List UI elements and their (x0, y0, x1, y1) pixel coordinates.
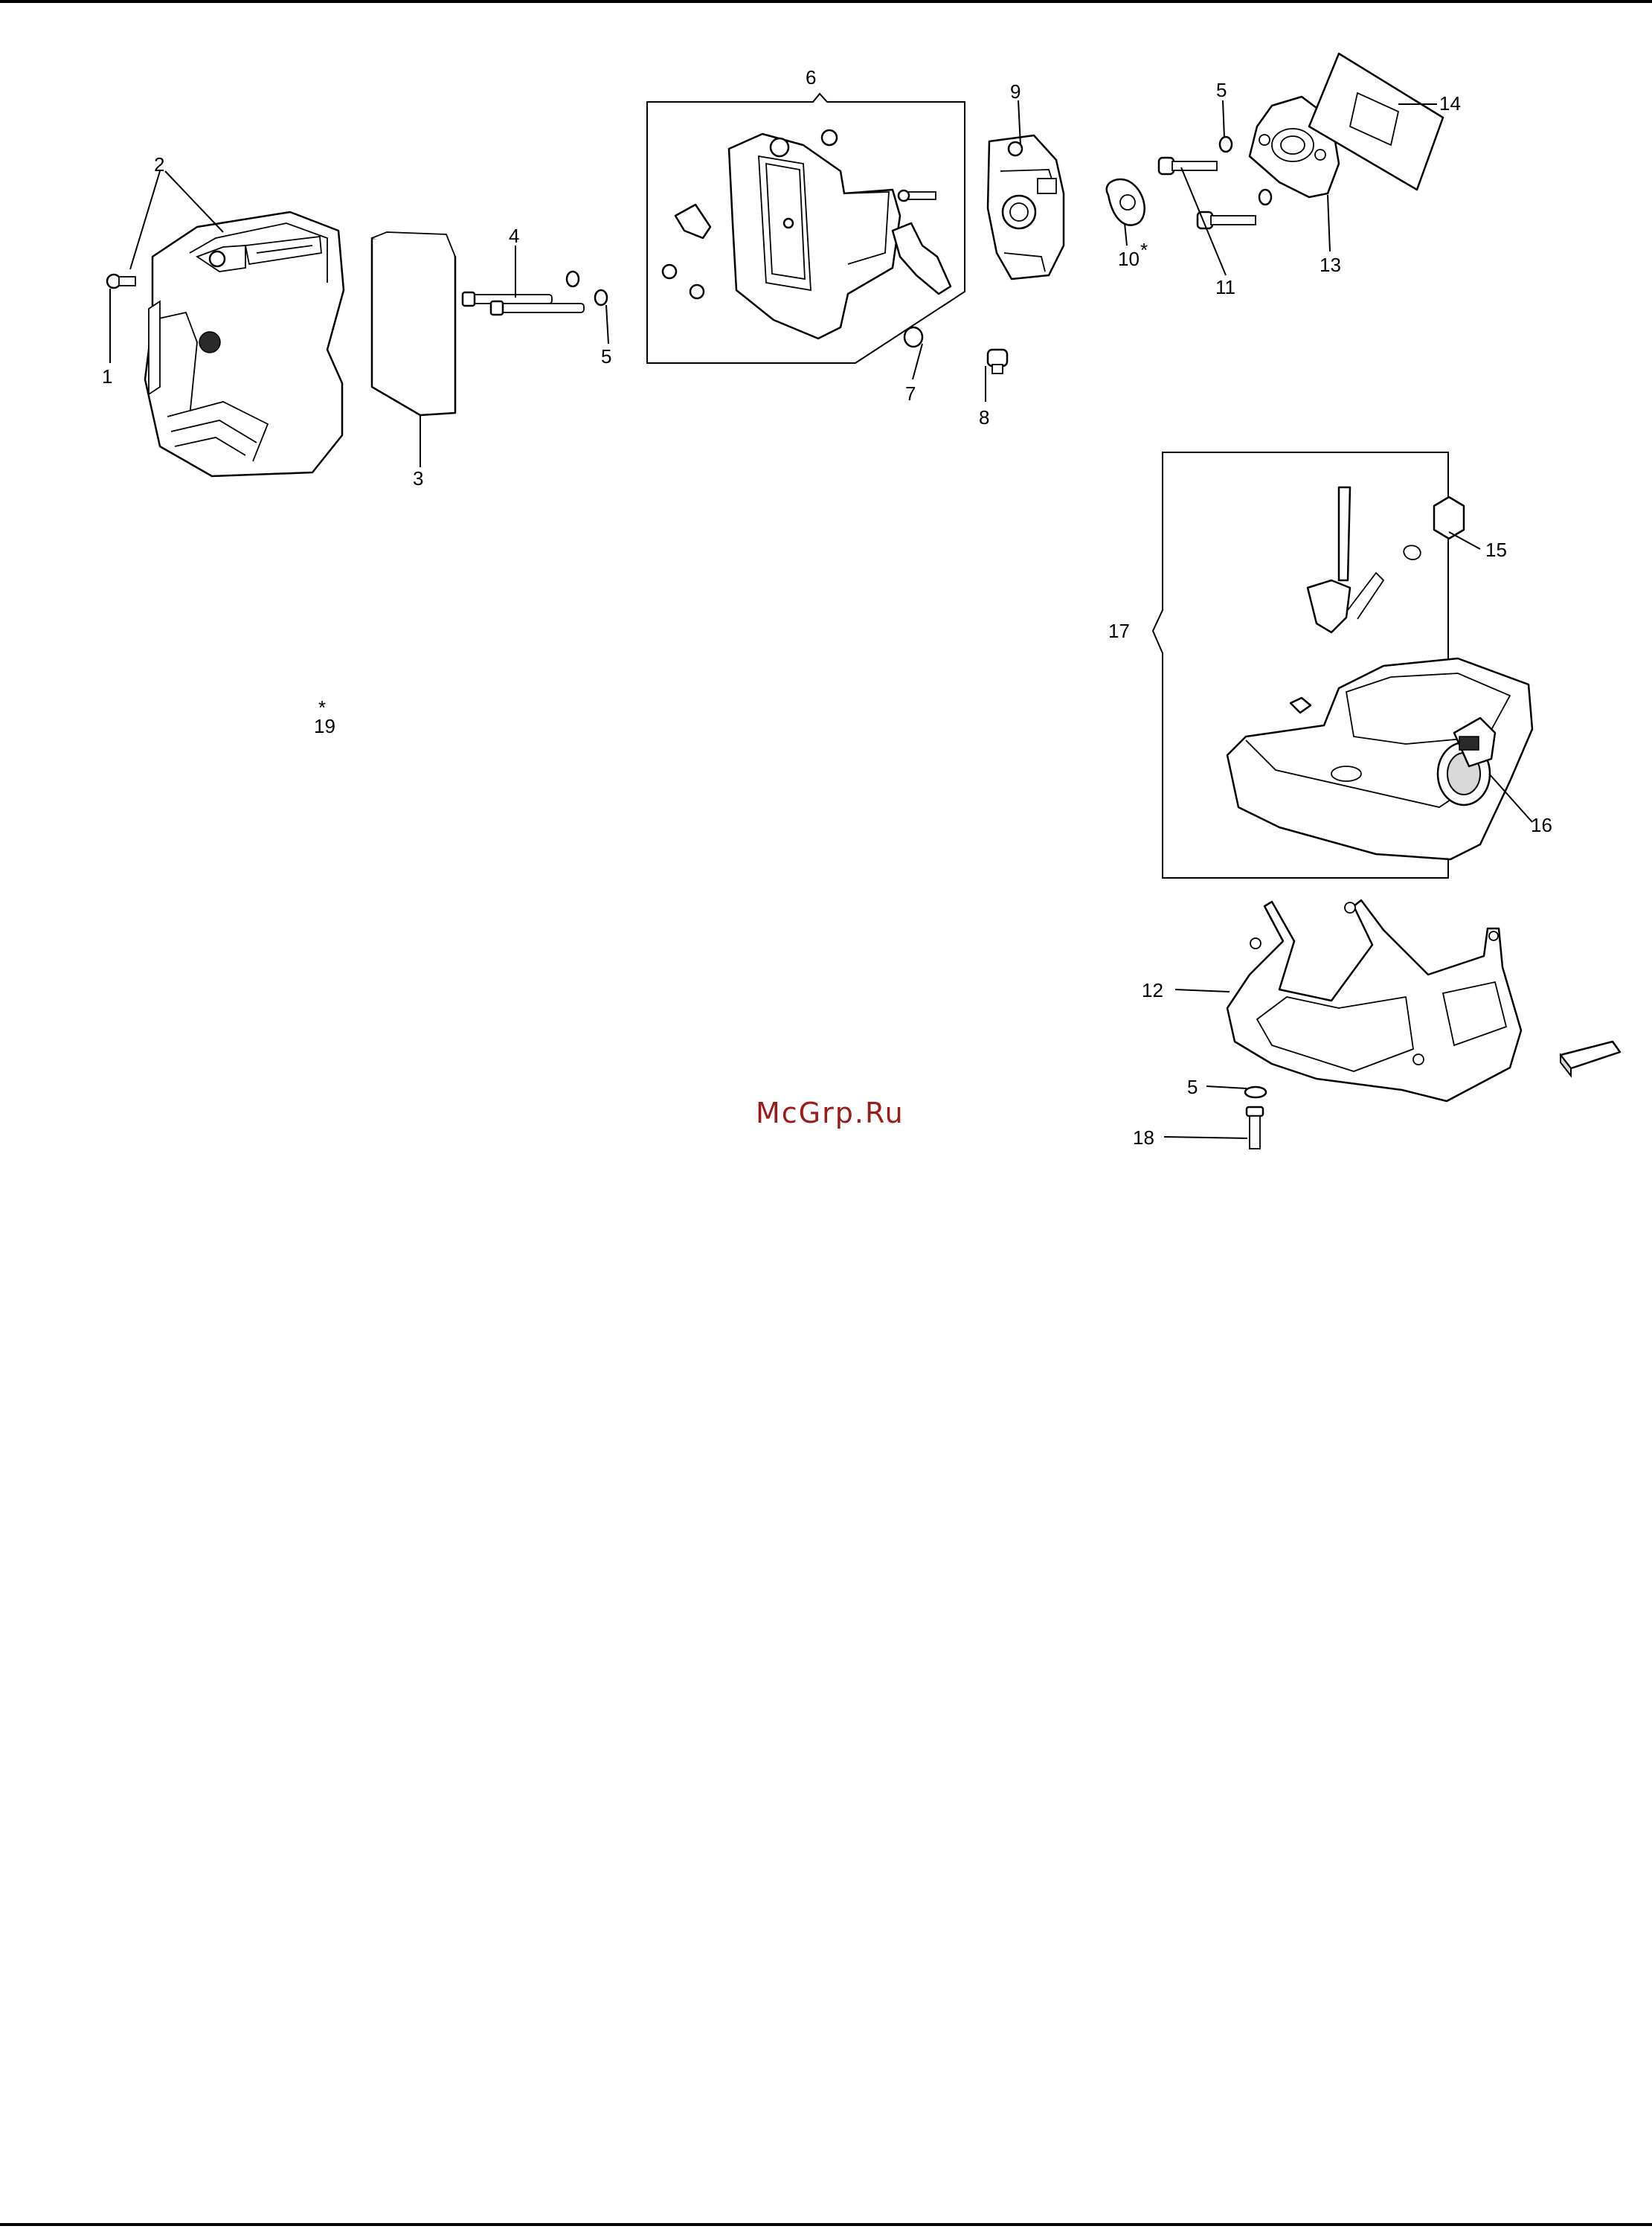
callout-6: 6 (806, 66, 817, 89)
callout-11: 11 (1215, 276, 1235, 298)
rubber-pad-icon (1561, 1042, 1620, 1076)
leader-10 (1125, 223, 1127, 246)
leader-7 (913, 344, 922, 379)
washer-icon (904, 327, 922, 347)
leader-18 (1164, 1137, 1247, 1138)
callout-5a: 5 (601, 345, 612, 368)
bolt-icon (1159, 158, 1256, 228)
leader-5a (606, 305, 608, 344)
callout-7: 7 (905, 382, 916, 405)
leader-12 (1175, 990, 1230, 992)
fuel-tank-icon (1227, 658, 1532, 859)
watermark: McGrp.Ru (756, 1097, 904, 1129)
callout-3: 3 (413, 467, 424, 490)
leader-5b (1223, 100, 1224, 138)
leader-5c (1206, 1086, 1247, 1088)
callout-13: 13 (1320, 254, 1341, 276)
callout-5c: 5 (1187, 1076, 1198, 1098)
bolt-icon (463, 292, 584, 315)
callout-10: 10 (1118, 248, 1140, 270)
asterisk-19: * (318, 696, 327, 719)
callout-9: 9 (1010, 80, 1021, 103)
choke-lever-icon (893, 223, 951, 294)
fuel-filter-icon (1404, 497, 1464, 559)
carburetor-icon (988, 135, 1064, 279)
callout-18: 18 (1133, 1126, 1154, 1149)
callout-4: 4 (509, 225, 520, 247)
leader-13 (1328, 195, 1330, 251)
callout-5b: 5 (1216, 79, 1227, 101)
washer-icon (1245, 1087, 1266, 1097)
leader-2b (165, 171, 223, 232)
support-bracket-icon (1227, 900, 1521, 1101)
callout-17: 17 (1108, 620, 1130, 642)
callout-16: 16 (1531, 814, 1552, 836)
bolt-icon (1247, 1107, 1263, 1149)
callout-1: 1 (102, 365, 113, 388)
leader-15 (1449, 532, 1480, 549)
washer-icon (567, 272, 607, 305)
callout-19: 19 (314, 715, 335, 737)
asterisk-10: * (1140, 239, 1148, 261)
callout-15: 15 (1485, 539, 1507, 561)
callout-8: 8 (979, 406, 990, 429)
fuel-line-icon (1308, 487, 1383, 632)
bolt-icon (988, 350, 1007, 373)
bolt-icon (107, 275, 135, 288)
gasket-icon (1107, 179, 1145, 225)
callout-12: 12 (1142, 979, 1163, 1001)
engine-cover-icon (145, 212, 344, 476)
callout-2: 2 (154, 153, 165, 176)
callout-14: 14 (1439, 92, 1461, 115)
air-box-icon (729, 134, 900, 339)
air-filter-icon (372, 232, 455, 415)
